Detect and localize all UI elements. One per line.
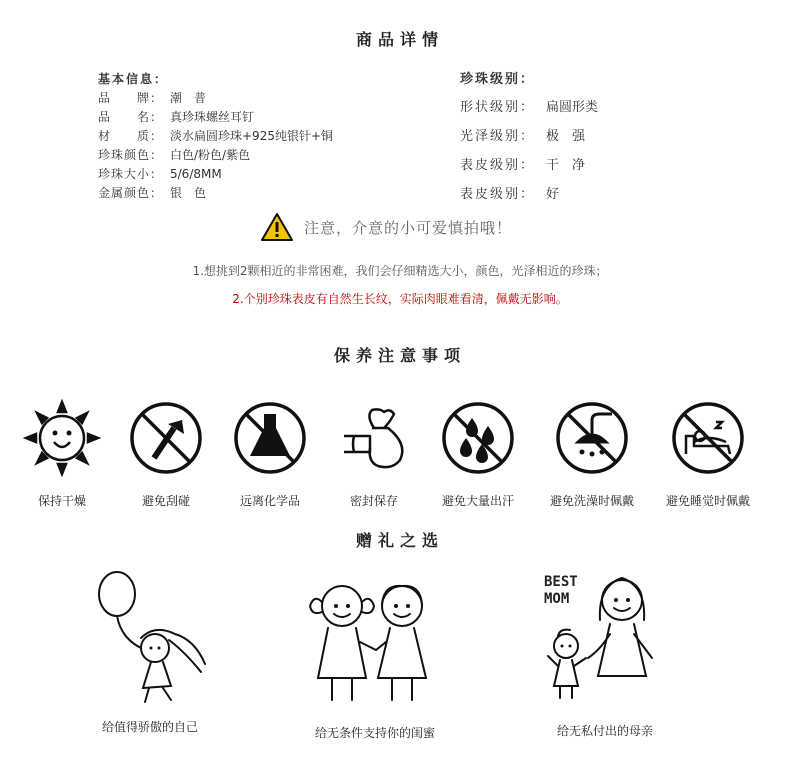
badge-line-2: MOM bbox=[544, 591, 570, 607]
info-key: 品 牌： bbox=[98, 91, 162, 105]
care-item-sweat bbox=[426, 398, 530, 509]
info-row-pearl-size bbox=[98, 165, 333, 184]
badge-line-1: BEST bbox=[544, 574, 578, 590]
info-row-metal-color bbox=[98, 184, 333, 203]
gift-label: 给无条件支持你的闺蜜 bbox=[314, 726, 435, 740]
grade-key: 光泽级别： bbox=[460, 129, 536, 144]
grade-key: 表皮级别： bbox=[460, 158, 536, 173]
info-row-brand bbox=[98, 89, 333, 108]
care-label: 远离化学品 bbox=[239, 494, 300, 508]
care-label: 避免刮碰 bbox=[141, 494, 190, 508]
grade-key: 表皮级别： bbox=[460, 187, 536, 202]
notice-line-1: 1.想挑到2颗相近的非常困难，我们会仔细精选大小，颜色，光泽相近的珍珠； bbox=[192, 264, 608, 278]
girl-balloon-illustration bbox=[85, 568, 215, 708]
info-value: 淡水扁圆珍珠+925纯银针+铜 bbox=[170, 129, 334, 143]
no-scratch-icon bbox=[126, 398, 206, 478]
info-value: 银 色 bbox=[170, 186, 207, 200]
grade-value: 好 bbox=[546, 187, 560, 202]
no-sleep-icon bbox=[668, 398, 748, 478]
notice-line-2: 2.个别珍珠表皮有自然生长纹，实际肉眼难看清，佩戴无影响。 bbox=[232, 292, 568, 306]
info-row-material bbox=[98, 127, 333, 146]
no-chemical-icon bbox=[230, 398, 310, 478]
info-key: 珍珠大小： bbox=[98, 167, 162, 181]
grade-row-shape bbox=[460, 93, 598, 122]
info-value: 5/6/8MM bbox=[170, 167, 222, 181]
grade-row-luster bbox=[460, 122, 598, 151]
care-item-chemical bbox=[218, 398, 322, 509]
grade-key: 形状级别： bbox=[460, 100, 536, 115]
gift-label: 给无私付出的母亲 bbox=[556, 724, 653, 738]
grade-value: 极 强 bbox=[546, 129, 586, 144]
gift-item-mom bbox=[530, 566, 680, 739]
gift-item-bestie bbox=[290, 576, 460, 741]
no-sweat-icon bbox=[438, 398, 518, 478]
info-value: 白色/粉色/紫色 bbox=[170, 148, 251, 162]
info-row-pearl-color bbox=[98, 146, 333, 165]
notice-text: 注意，介意的小可爱慎拍哦！ bbox=[304, 218, 513, 237]
grade-row-surface bbox=[460, 151, 598, 180]
info-value: 潮 普 bbox=[170, 91, 207, 105]
care-label: 密封保存 bbox=[349, 494, 398, 508]
info-row-name bbox=[98, 108, 333, 127]
gift-label: 给值得骄傲的自己 bbox=[101, 720, 198, 734]
basic-info-heading: 基本信息： bbox=[98, 72, 169, 86]
care-label: 避免洗澡时佩戴 bbox=[549, 494, 634, 508]
grade-row-surface-2 bbox=[460, 180, 598, 209]
care-title: 保养注意事项 bbox=[333, 346, 466, 365]
care-item-sealed bbox=[322, 398, 426, 509]
sun-icon bbox=[22, 398, 102, 478]
care-label: 保持干燥 bbox=[37, 494, 86, 508]
no-shower-icon bbox=[552, 398, 632, 478]
basic-info bbox=[98, 70, 333, 203]
notice-banner bbox=[260, 210, 512, 244]
pearl-grade bbox=[460, 70, 598, 209]
care-item-sleep bbox=[656, 398, 760, 509]
info-key: 珍珠颜色： bbox=[98, 148, 162, 162]
info-key: 材 质： bbox=[98, 129, 162, 143]
best-mom-badge bbox=[544, 574, 578, 608]
info-key: 金属颜色： bbox=[98, 186, 162, 200]
warning-icon bbox=[260, 212, 294, 242]
pearl-grade-heading: 珍珠级别： bbox=[460, 72, 536, 87]
care-label: 避免睡觉时佩戴 bbox=[665, 494, 750, 508]
sealed-bag-icon bbox=[334, 398, 414, 478]
grade-value: 扁圆形类 bbox=[546, 100, 599, 115]
info-key: 品 名： bbox=[98, 110, 162, 124]
two-friends-illustration bbox=[300, 576, 450, 708]
grade-value: 干 净 bbox=[546, 158, 586, 173]
care-item-dry bbox=[10, 398, 114, 509]
care-item-shower bbox=[540, 398, 644, 509]
info-value: 真珍珠螺丝耳钉 bbox=[170, 110, 255, 124]
care-label: 避免大量出汗 bbox=[441, 494, 514, 508]
page-title: 商品详情 bbox=[355, 30, 444, 49]
gift-item-self bbox=[70, 568, 230, 735]
care-item-scratch bbox=[114, 398, 218, 509]
gifts-title: 赠礼之选 bbox=[355, 531, 444, 550]
